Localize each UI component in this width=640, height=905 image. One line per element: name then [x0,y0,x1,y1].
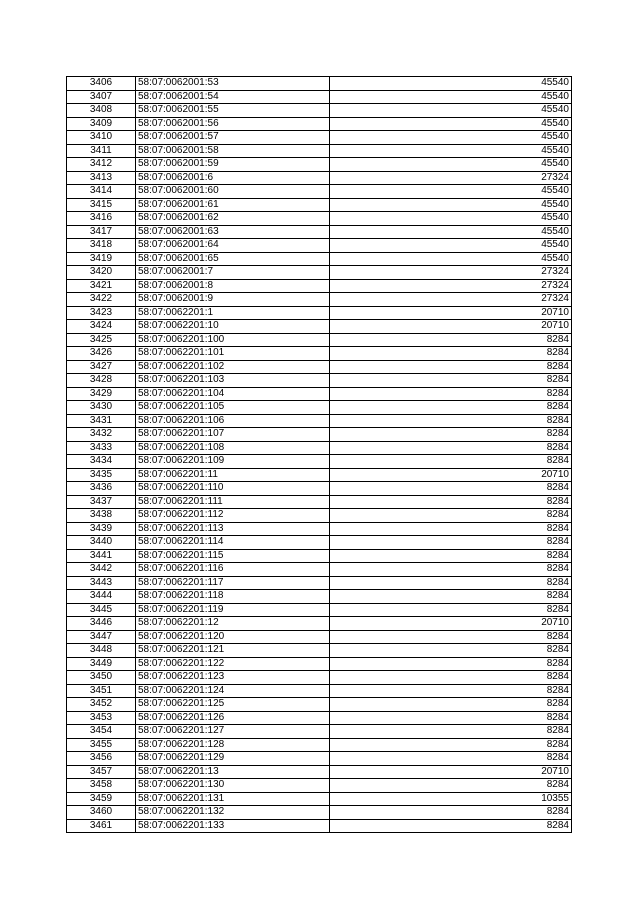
table-row [67,752,572,766]
value-cell: 8284 [330,644,572,658]
value-cell: 8284 [330,698,572,712]
value-cell: 8284 [330,684,572,698]
row-number-cell: 3453 [67,711,136,725]
table-row [67,765,572,779]
row-number-cell: 3415 [67,198,136,212]
value-cell: 8284 [330,779,572,793]
row-number-cell: 3441 [67,549,136,563]
table-row [67,293,572,307]
value-cell: 45540 [330,185,572,199]
row-number-cell: 3435 [67,468,136,482]
cadastral-number-cell: 58:07:0062201:124 [136,684,330,698]
value-cell: 8284 [330,401,572,415]
table-row [67,212,572,226]
cadastral-number-cell: 58:07:0062001:54 [136,90,330,104]
row-number-cell: 3436 [67,482,136,496]
table-row [67,225,572,239]
row-number-cell: 3424 [67,320,136,334]
value-cell: 8284 [330,495,572,509]
row-number-cell: 3445 [67,603,136,617]
cadastral-number-cell: 58:07:0062201:11 [136,468,330,482]
cadastral-number-cell: 58:07:0062201:100 [136,333,330,347]
cadastral-number-cell: 58:07:0062201:104 [136,387,330,401]
cadastral-number-cell: 58:07:0062201:106 [136,414,330,428]
table-row [67,347,572,361]
value-cell: 8284 [330,536,572,550]
row-number-cell: 3422 [67,293,136,307]
row-number-cell: 3440 [67,536,136,550]
cadastral-number-cell: 58:07:0062201:109 [136,455,330,469]
row-number-cell: 3438 [67,509,136,523]
row-number-cell: 3421 [67,279,136,293]
table-row [67,266,572,280]
table-row [67,549,572,563]
row-number-cell: 3452 [67,698,136,712]
cadastral-number-cell: 58:07:0062201:107 [136,428,330,442]
table-row [67,90,572,104]
value-cell: 8284 [330,549,572,563]
table-row [67,711,572,725]
cadastral-number-cell: 58:07:0062201:117 [136,576,330,590]
value-cell: 27324 [330,266,572,280]
value-cell: 45540 [330,104,572,118]
row-number-cell: 3448 [67,644,136,658]
table-row [67,77,572,91]
value-cell: 45540 [330,252,572,266]
cadastral-number-cell: 58:07:0062201:133 [136,819,330,833]
cadastral-number-cell: 58:07:0062201:102 [136,360,330,374]
value-cell: 27324 [330,171,572,185]
table-row [67,495,572,509]
table-row [67,590,572,604]
row-number-cell: 3430 [67,401,136,415]
table-row [67,806,572,820]
row-number-cell: 3459 [67,792,136,806]
row-number-cell: 3411 [67,144,136,158]
value-cell: 8284 [330,374,572,388]
cadastral-number-cell: 58:07:0062201:113 [136,522,330,536]
value-cell: 8284 [330,509,572,523]
table-row [67,738,572,752]
value-cell: 20710 [330,468,572,482]
table-row [67,171,572,185]
table-row [67,536,572,550]
row-number-cell: 3410 [67,131,136,145]
value-cell: 27324 [330,293,572,307]
value-cell: 8284 [330,387,572,401]
table-row [67,630,572,644]
cadastral-number-cell: 58:07:0062201:121 [136,644,330,658]
row-number-cell: 3417 [67,225,136,239]
cadastral-number-cell: 58:07:0062201:108 [136,441,330,455]
table-row [67,617,572,631]
value-cell: 8284 [330,428,572,442]
table-row [67,387,572,401]
value-cell: 27324 [330,279,572,293]
table-row [67,252,572,266]
row-number-cell: 3461 [67,819,136,833]
table-row [67,414,572,428]
table-row [67,333,572,347]
row-number-cell: 3418 [67,239,136,253]
value-cell: 8284 [330,441,572,455]
row-number-cell: 3408 [67,104,136,118]
row-number-cell: 3460 [67,806,136,820]
table-row [67,455,572,469]
cadastral-number-cell: 58:07:0062201:130 [136,779,330,793]
row-number-cell: 3409 [67,117,136,131]
row-number-cell: 3458 [67,779,136,793]
value-cell: 8284 [330,590,572,604]
row-number-cell: 3437 [67,495,136,509]
table-row [67,428,572,442]
table-row [67,468,572,482]
table-row [67,509,572,523]
cadastral-number-cell: 58:07:0062201:128 [136,738,330,752]
table-row [67,320,572,334]
value-cell: 8284 [330,819,572,833]
row-number-cell: 3454 [67,725,136,739]
cadastral-number-cell: 58:07:0062201:129 [136,752,330,766]
value-cell: 45540 [330,198,572,212]
value-cell: 20710 [330,617,572,631]
value-cell: 45540 [330,212,572,226]
row-number-cell: 3456 [67,752,136,766]
table-row [67,239,572,253]
row-number-cell: 3427 [67,360,136,374]
row-number-cell: 3423 [67,306,136,320]
row-number-cell: 3412 [67,158,136,172]
table-row [67,698,572,712]
cadastral-number-cell: 58:07:0062201:110 [136,482,330,496]
row-number-cell: 3429 [67,387,136,401]
cadastral-number-cell: 58:07:0062201:119 [136,603,330,617]
value-cell: 8284 [330,414,572,428]
value-cell: 20710 [330,765,572,779]
row-number-cell: 3419 [67,252,136,266]
cadastral-number-cell: 58:07:0062201:131 [136,792,330,806]
row-number-cell: 3431 [67,414,136,428]
table-row [67,198,572,212]
row-number-cell: 3406 [67,77,136,91]
row-number-cell: 3439 [67,522,136,536]
cadastral-number-cell: 58:07:0062001:63 [136,225,330,239]
cadastral-number-cell: 58:07:0062001:57 [136,131,330,145]
table-row [67,401,572,415]
value-cell: 8284 [330,657,572,671]
value-cell: 8284 [330,482,572,496]
value-cell: 8284 [330,603,572,617]
value-cell: 8284 [330,671,572,685]
row-number-cell: 3426 [67,347,136,361]
cadastral-number-cell: 58:07:0062001:61 [136,198,330,212]
value-cell: 20710 [330,320,572,334]
cadastral-number-cell: 58:07:0062001:8 [136,279,330,293]
table-row [67,482,572,496]
row-number-cell: 3416 [67,212,136,226]
row-number-cell: 3420 [67,266,136,280]
cadastral-number-cell: 58:07:0062201:127 [136,725,330,739]
cadastral-number-cell: 58:07:0062001:64 [136,239,330,253]
table-body [67,77,572,833]
value-cell: 45540 [330,239,572,253]
row-number-cell: 3434 [67,455,136,469]
table-row [67,441,572,455]
value-cell: 8284 [330,725,572,739]
row-number-cell: 3443 [67,576,136,590]
cadastral-number-cell: 58:07:0062201:114 [136,536,330,550]
value-cell: 8284 [330,563,572,577]
table-row [67,158,572,172]
cadastral-number-cell: 58:07:0062201:123 [136,671,330,685]
table-row [67,279,572,293]
cadastral-number-cell: 58:07:0062001:58 [136,144,330,158]
value-cell: 45540 [330,90,572,104]
row-number-cell: 3447 [67,630,136,644]
value-cell: 45540 [330,77,572,91]
table-row [67,104,572,118]
table-row [67,792,572,806]
value-cell: 8284 [330,347,572,361]
cadastral-number-cell: 58:07:0062001:9 [136,293,330,307]
value-cell: 45540 [330,131,572,145]
table-row [67,725,572,739]
row-number-cell: 3425 [67,333,136,347]
value-cell: 8284 [330,752,572,766]
value-cell: 8284 [330,333,572,347]
table-row [67,360,572,374]
cadastral-number-cell: 58:07:0062201:1 [136,306,330,320]
data-table [66,76,572,833]
table-row [67,374,572,388]
value-cell: 8284 [330,576,572,590]
cadastral-number-cell: 58:07:0062201:105 [136,401,330,415]
value-cell: 8284 [330,360,572,374]
cadastral-number-cell: 58:07:0062001:59 [136,158,330,172]
row-number-cell: 3457 [67,765,136,779]
cadastral-number-cell: 58:07:0062001:7 [136,266,330,280]
cadastral-number-cell: 58:07:0062201:122 [136,657,330,671]
row-number-cell: 3413 [67,171,136,185]
row-number-cell: 3455 [67,738,136,752]
table-row [67,657,572,671]
cadastral-number-cell: 58:07:0062201:132 [136,806,330,820]
value-cell: 10355 [330,792,572,806]
cadastral-number-cell: 58:07:0062001:65 [136,252,330,266]
value-cell: 45540 [330,117,572,131]
value-cell: 8284 [330,806,572,820]
cadastral-number-cell: 58:07:0062201:103 [136,374,330,388]
cadastral-number-cell: 58:07:0062201:118 [136,590,330,604]
table-row [67,779,572,793]
table-row [67,644,572,658]
table-row [67,671,572,685]
cadastral-number-cell: 58:07:0062201:111 [136,495,330,509]
row-number-cell: 3433 [67,441,136,455]
value-cell: 45540 [330,225,572,239]
cadastral-number-cell: 58:07:0062201:12 [136,617,330,631]
row-number-cell: 3449 [67,657,136,671]
row-number-cell: 3450 [67,671,136,685]
table-row [67,522,572,536]
table-row [67,144,572,158]
cadastral-number-cell: 58:07:0062201:112 [136,509,330,523]
cadastral-number-cell: 58:07:0062201:13 [136,765,330,779]
cadastral-number-cell: 58:07:0062001:55 [136,104,330,118]
table-row [67,603,572,617]
table-row [67,576,572,590]
cadastral-number-cell: 58:07:0062001:6 [136,171,330,185]
row-number-cell: 3451 [67,684,136,698]
table-row [67,117,572,131]
cadastral-number-cell: 58:07:0062001:53 [136,77,330,91]
cadastral-number-cell: 58:07:0062201:116 [136,563,330,577]
value-cell: 8284 [330,455,572,469]
value-cell: 8284 [330,711,572,725]
table-row [67,563,572,577]
value-cell: 20710 [330,306,572,320]
cadastral-number-cell: 58:07:0062001:62 [136,212,330,226]
cadastral-number-cell: 58:07:0062001:60 [136,185,330,199]
value-cell: 8284 [330,630,572,644]
row-number-cell: 3432 [67,428,136,442]
row-number-cell: 3442 [67,563,136,577]
value-cell: 45540 [330,144,572,158]
table-row [67,306,572,320]
table-row [67,684,572,698]
row-number-cell: 3407 [67,90,136,104]
table-row [67,819,572,833]
row-number-cell: 3444 [67,590,136,604]
row-number-cell: 3446 [67,617,136,631]
cadastral-number-cell: 58:07:0062201:120 [136,630,330,644]
table-row [67,185,572,199]
table-row [67,131,572,145]
row-number-cell: 3428 [67,374,136,388]
value-cell: 8284 [330,522,572,536]
row-number-cell: 3414 [67,185,136,199]
cadastral-number-cell: 58:07:0062201:115 [136,549,330,563]
cadastral-number-cell: 58:07:0062201:126 [136,711,330,725]
value-cell: 8284 [330,738,572,752]
cadastral-number-cell: 58:07:0062201:10 [136,320,330,334]
cadastral-number-cell: 58:07:0062201:125 [136,698,330,712]
cadastral-number-cell: 58:07:0062001:56 [136,117,330,131]
cadastral-number-cell: 58:07:0062201:101 [136,347,330,361]
value-cell: 45540 [330,158,572,172]
